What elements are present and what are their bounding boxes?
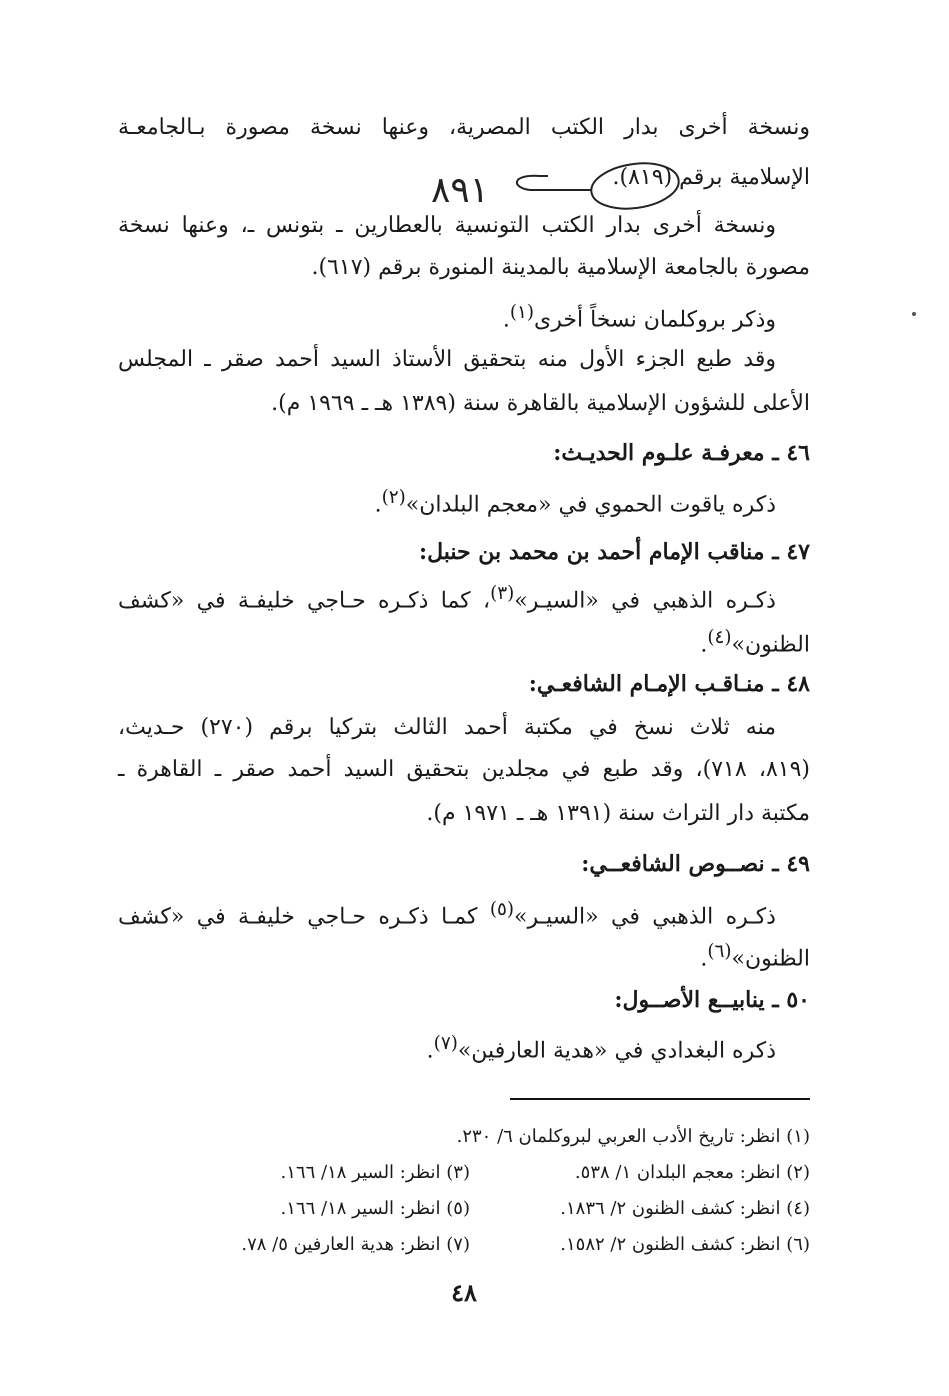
paragraph-line — [118, 206, 810, 246]
paragraph-line — [118, 108, 810, 148]
paragraph-line — [118, 293, 810, 333]
text: . — [426, 1038, 434, 1064]
paragraph-line — [118, 340, 810, 380]
heading-text: ٤٨ ـ منـاقـب الإمـام الشافعـي: — [528, 671, 810, 697]
footnote-row — [118, 1120, 810, 1154]
footnote-7: (٧) انظر: هدية العارفين ٥/ ٧٨. — [241, 1234, 470, 1255]
footnote-row — [118, 1156, 810, 1190]
text: ذكـره الذهبي في «السيـر» — [514, 588, 776, 614]
footnote-ref: (٣) — [490, 583, 515, 604]
paragraph-line — [118, 618, 810, 658]
text: . — [502, 307, 510, 333]
page-number: ٤٨ — [451, 1278, 477, 1307]
margin-speck — [912, 312, 916, 316]
text: . — [700, 946, 708, 972]
text: . — [374, 492, 382, 518]
paragraph-line — [118, 384, 810, 424]
handwritten-number: ٨٩١ — [430, 170, 490, 211]
footnote-3: (٣) انظر: السير ١٨/ ١٦٦. — [280, 1162, 470, 1183]
text: الظنون» — [731, 632, 810, 658]
section-heading-50 — [118, 980, 810, 1020]
text: ونسخة أخرى بدار الكتب التونسية بالعطارين ـ بتونس ـ، وعنها نسخة — [118, 213, 776, 238]
paragraph-line — [118, 932, 810, 972]
footnote-ref: (٤) — [707, 627, 732, 648]
paragraph-line — [118, 750, 810, 790]
section-heading-46 — [118, 433, 810, 473]
text: الظنون» — [731, 946, 810, 972]
text: مصورة بالجامعة الإسلامية بالمدينة المنورة برقم (٦١٧). — [311, 255, 810, 280]
section-heading-47 — [118, 532, 810, 572]
heading-text: ٤٦ ـ معرفـة علـوم الحديـث: — [553, 440, 810, 466]
text: ذكـره الذهبي في «السيـر» — [514, 904, 776, 930]
footnote-ref: (٢) — [381, 487, 406, 508]
paragraph-line — [118, 574, 810, 614]
footnote-ref: (٦) — [707, 941, 732, 962]
footnote-divider — [510, 1098, 810, 1100]
footnote-ref: (١) — [509, 302, 535, 323]
paragraph-line — [118, 890, 810, 930]
footnote-row — [118, 1192, 810, 1226]
text: الأعلى للشؤون الإسلامية بالقاهرة سنة (١٣٨٩ هـ ـ ١٩٦٩ م). — [271, 391, 810, 416]
heading-text: ٥٠ ـ ينابيــع الأصــول: — [614, 987, 810, 1013]
footnote-2: (٢) انظر: معجم البلدان ١/ ٥٣٨. — [574, 1162, 810, 1183]
text: . — [700, 632, 708, 658]
text: كمـا ذكـره حـاجي خليفـة في «كشف — [118, 904, 490, 930]
heading-text: ٤٧ ـ مناقب الإمام أحمد بن محمد بن حنبل: — [418, 539, 810, 565]
footnote-5: (٥) انظر: السير ١٨/ ١٦٦. — [280, 1198, 470, 1219]
text: مكتبة دار التراث سنة (١٣٩١ هـ ـ ١٩٧١ م). — [426, 801, 810, 826]
paragraph-line — [118, 1024, 810, 1064]
footnote-4: (٤) انظر: كشف الظنون ٢/ ١٨٣٦. — [560, 1198, 810, 1219]
footnote-ref: (٧) — [433, 1033, 458, 1054]
footnote-row — [118, 1228, 810, 1262]
paragraph-line — [118, 248, 810, 288]
text: ، كما ذكـره حـاجي خليفـة في «كشف — [118, 588, 491, 614]
text: وقد طبع الجزء الأول منه بتحقيق الأستاذ السيد أحمد صقر ـ المجلس — [118, 347, 776, 372]
footnote-1: (١) انظر: تاريخ الأدب العربي لبروكلمان ٦/ ٢٣٠. — [456, 1126, 810, 1147]
paragraph-line — [118, 794, 810, 834]
footnote-6: (٦) انظر: كشف الظنون ٢/ ١٥٨٢. — [560, 1234, 810, 1255]
text: ذكره البغدادي في «هدية العارفين» — [457, 1038, 776, 1064]
text: وذكر بروكلمان نسخاً أخرى — [534, 307, 776, 333]
paragraph-line — [118, 708, 810, 748]
paragraph-line — [118, 478, 810, 518]
footnote-ref: (٥) — [489, 899, 515, 920]
text: الإسلامية برقم (٨١٩). — [612, 165, 810, 190]
heading-text: ٤٩ ـ نصــوص الشافعــي: — [581, 851, 810, 877]
text: (٨١٩، ٧١٨)، وقد طبع في مجلدين بتحقيق السيد أحمد صقر ـ القاهرة ـ — [118, 757, 811, 782]
text: ذكره ياقوت الحموي في «معجم البلدان» — [405, 492, 776, 518]
text: ونسخة أخرى بدار الكتب المصرية، وعنها نسخة مصورة بـالجامعـة — [118, 115, 810, 140]
section-heading-48 — [118, 664, 810, 704]
text: منه ثلاث نسخ في مكتبة أحمد الثالث بتركيا برقم (٢٧٠) حـديث، — [118, 715, 776, 740]
book-page — [118, 108, 810, 1368]
section-heading-49 — [118, 844, 810, 884]
